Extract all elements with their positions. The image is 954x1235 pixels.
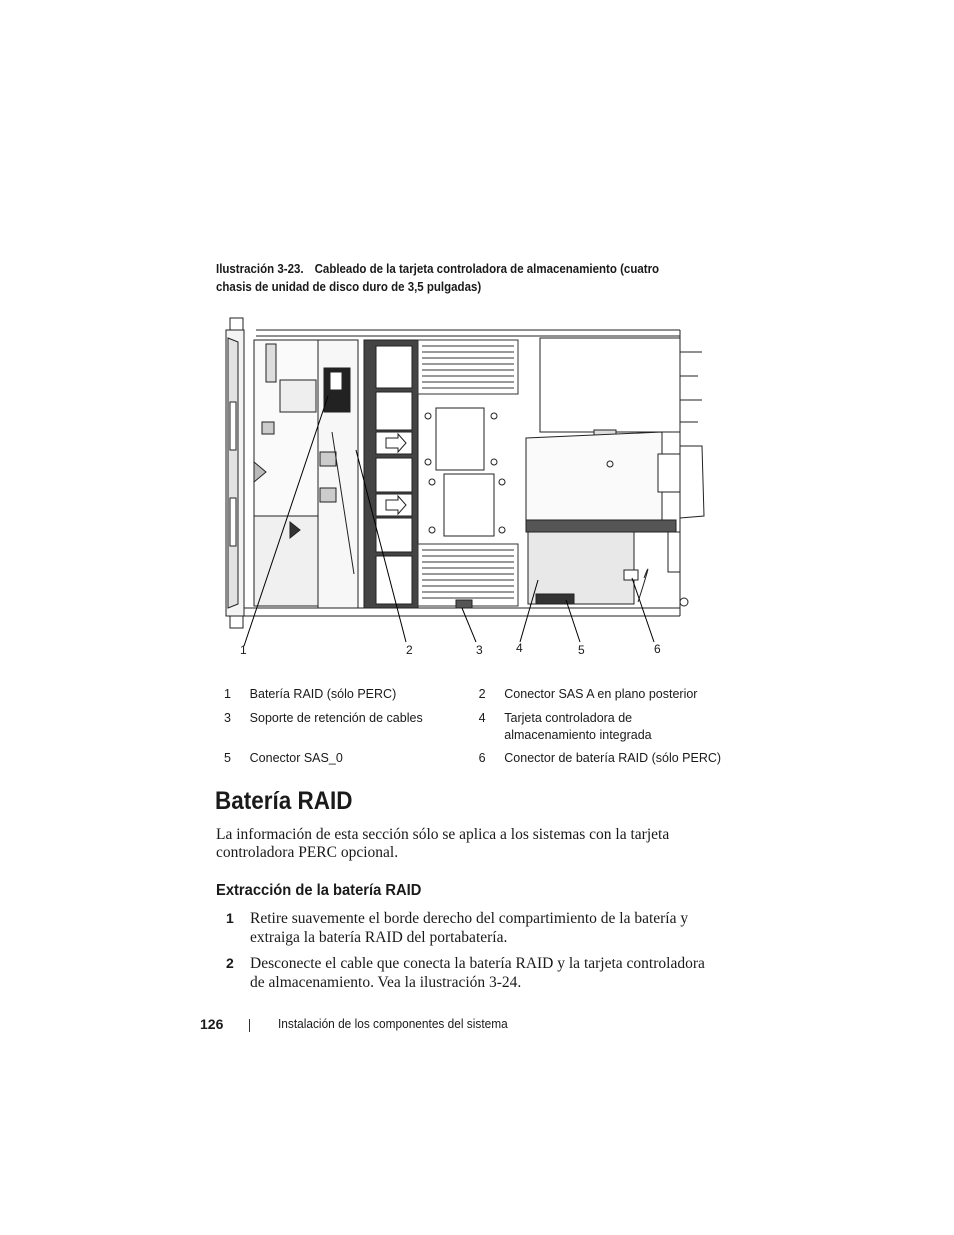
figure-caption-text: Cableado de la tarjeta controladora de almacenamiento (cuatro chasis de unidad de disco duro de 3,5 pulgadas) bbox=[216, 262, 660, 294]
legend-number: 6 bbox=[478, 751, 486, 765]
callout-1: 1 bbox=[240, 643, 247, 657]
legend-row bbox=[214, 750, 724, 774]
legend-text: Conector de batería RAID (sólo PERC) bbox=[504, 751, 722, 765]
server-chassis-illustration bbox=[214, 312, 714, 662]
figure-caption-label: Ilustración 3-23. bbox=[216, 262, 304, 276]
callout-3: 3 bbox=[476, 643, 483, 657]
legend-number: 3 bbox=[224, 711, 231, 725]
legend-number: 2 bbox=[478, 687, 486, 701]
procedure-step bbox=[216, 909, 716, 947]
figure-caption bbox=[216, 260, 694, 296]
callout-2: 2 bbox=[406, 643, 413, 657]
callout-5: 5 bbox=[578, 643, 585, 657]
legend-row bbox=[214, 686, 724, 710]
step-number: 2 bbox=[226, 955, 234, 971]
footer-divider bbox=[249, 1019, 250, 1032]
section-title: Batería RAID bbox=[215, 787, 353, 815]
step-text: Desconecte el cable que conecta la batería RAID y la tarjeta controladora de almacenamiento. Vea la ilustración 3-24. bbox=[250, 955, 705, 991]
callout-4: 4 bbox=[516, 641, 523, 655]
section-intro: La información de esta sección sólo se aplica a los sistemas con la tarjeta controladora PERC opcional. bbox=[216, 826, 670, 861]
footer-chapter-title: Instalación de los componentes del sistema bbox=[278, 1017, 508, 1031]
legend-text: Tarjeta controladora de almacenamiento integrada bbox=[504, 711, 652, 742]
legend-text: Conector SAS_0 bbox=[249, 751, 343, 765]
chassis-diagram bbox=[214, 312, 714, 662]
step-text: Retire suavemente el borde derecho del compartimiento de la batería y extraiga la batería RAID del portabatería. bbox=[250, 910, 689, 946]
callout-6: 6 bbox=[654, 642, 661, 656]
subsection-title: Extracción de la batería RAID bbox=[216, 882, 422, 899]
legend-row bbox=[214, 710, 724, 750]
page-number: 126 bbox=[200, 1016, 224, 1032]
legend-number: 5 bbox=[224, 751, 231, 765]
legend-text: Conector SAS A en plano posterior bbox=[504, 687, 698, 701]
legend-text: Batería RAID (sólo PERC) bbox=[249, 687, 397, 701]
figure-legend-table bbox=[214, 686, 724, 774]
procedure-step bbox=[216, 954, 716, 992]
legend-number: 1 bbox=[224, 687, 231, 701]
legend-text: Soporte de retención de cables bbox=[249, 711, 423, 725]
legend-number: 4 bbox=[478, 711, 486, 725]
step-number: 1 bbox=[226, 910, 234, 926]
